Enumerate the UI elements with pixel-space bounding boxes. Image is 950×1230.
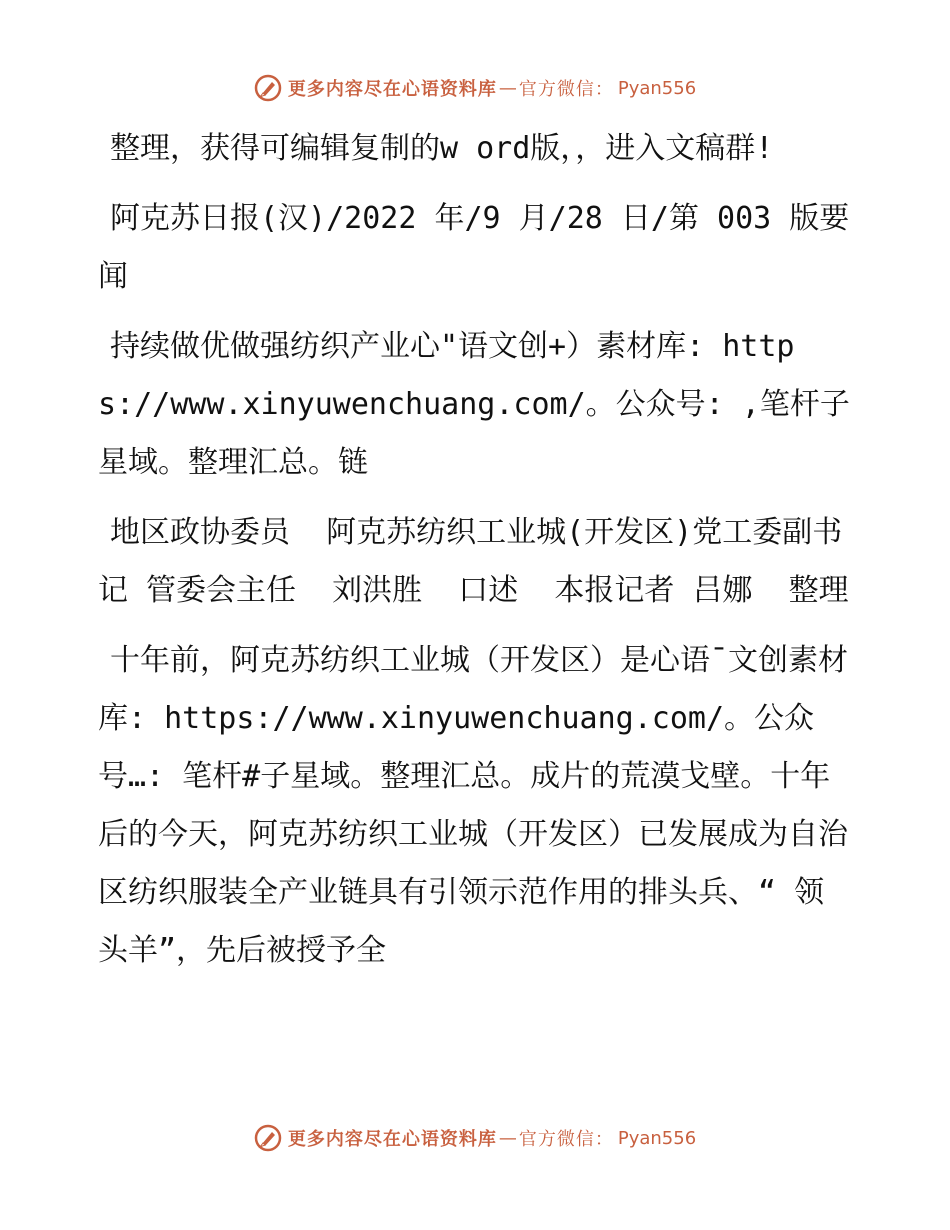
paragraph-2: 阿克苏日报(汉)/2022 年/9 月/28 日/第 003 版要闻 [98,201,850,294]
watermark-wechat-id: Pyan556 [617,1127,697,1149]
watermark-wechat-id: Pyan556 [617,77,697,99]
pen-logo-icon [254,74,282,102]
watermark-separator: — [498,77,517,99]
paragraph-3: 持续做优做强纺织产业心"语文创+）素材库: https://www.xinyuwenchuang.com/。公众号: ,笔杆子星域。整理汇总。链 [98,329,850,480]
watermark-official-label: 官方微信： [518,79,614,100]
watermark-brand: 更多内容尽在心语资料库 [287,79,497,100]
paragraph-4: 地区政协委员 阿克苏纺织工业城(开发区)党工委副书记 管委会主任 刘洪胜 口述 本报记者 吕娜 整理 [98,515,849,608]
header-watermark [0,74,950,102]
paragraph-5: 十年前，阿克苏纺织工业城（开发区）是心语¯文创素材库: https://www.xinyuwenchuang.com/。公众号…: 笔杆#子星域。整理汇总。成片的荒漠戈壁。十年后的今天，阿克苏纺织工业城（开发区）已发展成为自治区纺织服装全产业链具有引领示范作用的排头兵、“ 领头羊”，先后被授予全 [98,643,849,968]
watermark-official-label: 官方微信： [518,1129,614,1150]
watermark-separator: — [498,1127,517,1149]
paragraph-1: 整理，获得可编辑复制的w ord版，，进入文稿群! [110,131,774,166]
watermark-brand: 更多内容尽在心语资料库 [287,1129,497,1150]
document-body [98,120,852,992]
pen-logo-icon [254,1124,282,1152]
footer-watermark [0,1124,950,1152]
